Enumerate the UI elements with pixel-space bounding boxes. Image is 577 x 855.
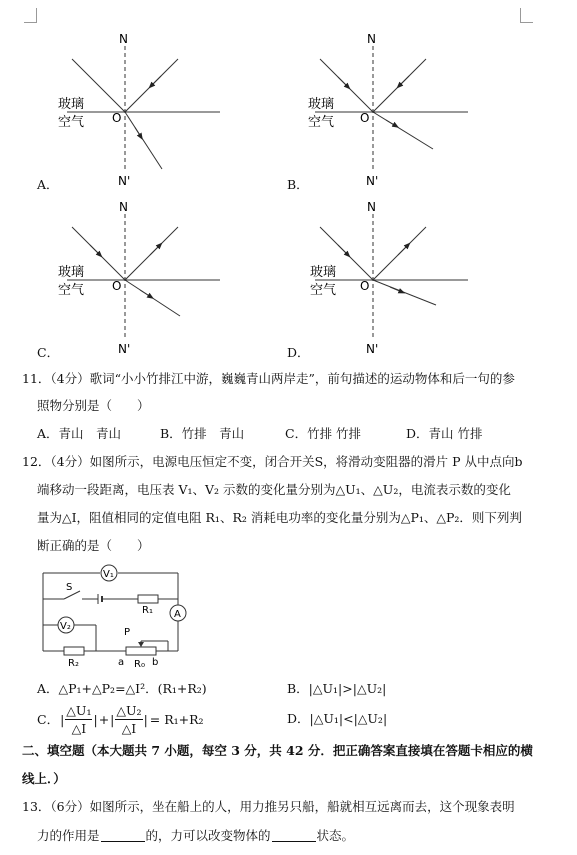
q11-text-line1: 11．（4分）歌词“小小竹排江中游，巍巍青山两岸走”，前句描述的运动物体和后一句的参	[22, 371, 515, 386]
option-b-label: B．	[287, 177, 309, 192]
circuit-diagram	[38, 563, 198, 673]
glass-label: 玻璃	[308, 97, 335, 112]
diagram-d	[278, 196, 478, 361]
q13-line2-part-c: 状态。	[316, 827, 355, 843]
normal-label-n: N	[119, 32, 128, 46]
q12-option-d: D．|△U₁|<|△U₂|	[287, 711, 388, 726]
fraction-numerator: △U₂	[116, 702, 142, 718]
normal-label-n-prime: N'	[118, 174, 131, 188]
glass-label: 玻璃	[58, 265, 85, 280]
glass-label: 玻璃	[58, 97, 85, 112]
normal-label-n: N	[119, 200, 128, 214]
q12-text-line3: 量为△I，阻值相同的定值电阻 R₁、R₂ 消耗电功率的变化量分别为△P₁、△P₂．则下列判	[37, 510, 522, 525]
q13-text-line2	[37, 829, 354, 842]
origin-label: O	[360, 111, 370, 125]
air-label: 空气	[58, 283, 85, 298]
q11-text-line2: 照物分别是（ ）	[37, 398, 150, 413]
blank-2[interactable]	[272, 829, 316, 842]
q12-option-b: B．|△U₁|>|△U₂|	[287, 681, 387, 696]
v2-meter-label: V₂	[60, 621, 71, 632]
normal-label-n: N	[367, 32, 376, 46]
normal-label-n-prime: N'	[118, 342, 131, 356]
normal-label-n-prime: N'	[366, 174, 379, 188]
r1-label: R₁	[142, 605, 153, 616]
section-2-heading-line1: 二、填空题（本大题共 7 小题，每空 3 分，共 42 分．把正确答案直接填在答题卡相应的横	[22, 743, 533, 758]
rheostat-end-b: b	[152, 657, 159, 668]
corner-mark-right	[520, 8, 533, 23]
air-label: 空气	[308, 115, 335, 130]
q12-text-line1: 12．（4分）如图所示，电源电压恒定不变，闭合开关S，将滑动变阻器的滑片 P 从中点向b	[22, 454, 523, 469]
fraction-denominator: △I	[71, 720, 87, 736]
origin-label: O	[112, 111, 122, 125]
q13-text-line1: 13．（6分）如图所示，坐在船上的人，用力推另只船，船就相互远离而去，这个现象表明	[22, 799, 515, 814]
fraction-numerator: △U₁	[66, 702, 92, 718]
q12-option-a: A．△P₁+△P₂=△I²．(R₁+R₂)	[37, 681, 207, 696]
r0-label: R₀	[134, 659, 145, 670]
glass-label: 玻璃	[310, 265, 337, 280]
option-c-label: C．	[37, 345, 60, 360]
corner-mark-left	[24, 8, 37, 23]
q11-option-c: C．竹排 竹排	[285, 426, 362, 441]
diagram-c	[30, 196, 230, 361]
normal-label-n-prime: N'	[366, 342, 379, 356]
q12-option-c-tail: = R₁+R₂	[149, 711, 204, 727]
rheostat-end-a: a	[118, 657, 125, 668]
q13-line2-part-a: 力的作用是	[37, 827, 100, 843]
diagram-b	[278, 28, 478, 193]
normal-label-n: N	[367, 200, 376, 214]
section-2-heading-line2: 线上．）	[22, 771, 66, 786]
q11-option-a: A．青山 青山	[37, 426, 122, 441]
q13-line2-part-b: 的，力可以改变物体的	[145, 827, 271, 843]
blank-1[interactable]	[101, 829, 145, 842]
q12-option-c: C． | $\frac{\text{△U₁}}{\triangle I}$ | + | $\frac{\text{△U₂}}{\triangle I}$ | = R₁+R₂	[37, 702, 204, 736]
q11-option-b: B．竹排 青山	[160, 426, 245, 441]
option-a-label: A．	[37, 177, 59, 192]
slider-p-label: P	[124, 627, 131, 638]
q12-text-line2: 端移动一段距离，电压表 V₁、V₂ 示数的变化量分别为△U₁、△U₂，电流表示数的变化	[37, 482, 511, 497]
switch-label: S	[66, 582, 73, 593]
fraction-denominator: △I	[121, 720, 137, 736]
q11-option-d: D．青山 竹排	[406, 426, 483, 441]
air-label: 空气	[310, 283, 337, 298]
r2-label: R₂	[68, 658, 79, 669]
option-d-label: D．	[287, 345, 310, 360]
origin-label: O	[112, 279, 122, 293]
q12-text-line4: 断正确的是（ ）	[37, 538, 150, 553]
origin-label: O	[360, 279, 370, 293]
diagram-a	[30, 28, 230, 193]
v1-meter-label: V₁	[103, 569, 114, 580]
q12-option-c-label: C．	[37, 712, 60, 727]
air-label: 空气	[58, 115, 85, 130]
ammeter-label: A	[174, 609, 181, 620]
plus-sign: +	[98, 711, 110, 727]
